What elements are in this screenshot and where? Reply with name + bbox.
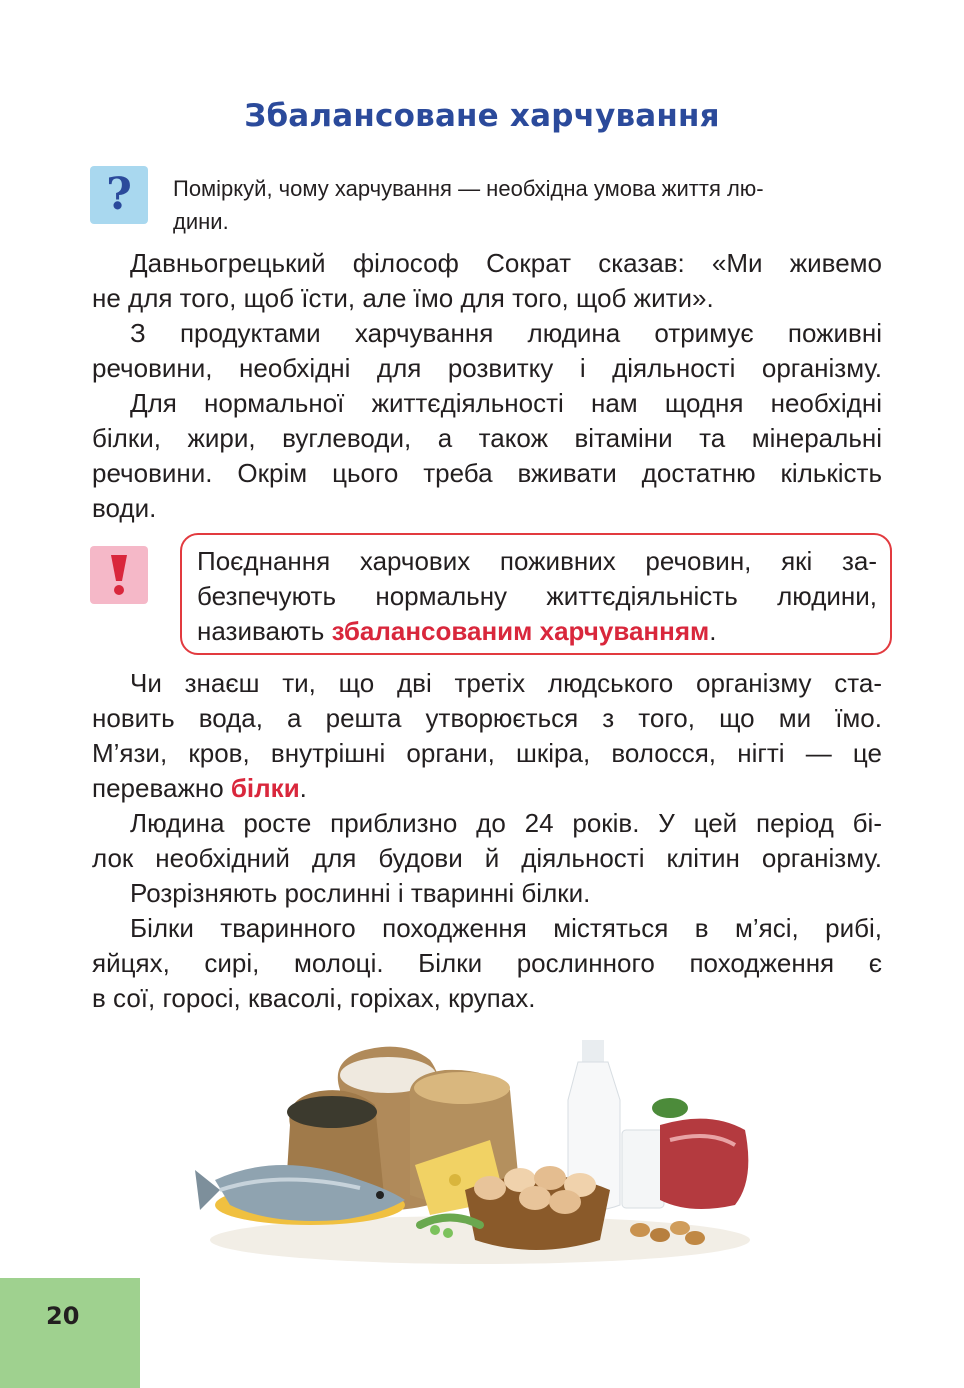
definition-text [197,544,877,649]
egg-basket-icon [465,1166,610,1250]
exclamation-mark-icon [90,546,148,604]
text-line: Поєднання харчових поживних речовин, які за- [197,546,877,576]
text-fragment: . [299,773,307,803]
text-line: З продуктами харчування людина отримує поживні [130,318,882,348]
text-line: Людина росте приблизно до 24 років. У цей період бі- [130,808,882,838]
paragraph-nutrients [92,316,882,386]
food-products-illustration [190,1030,760,1270]
text-line: білки, жири, вуглеводи, а також вітаміни та мінеральні [92,423,882,453]
text-line: Давньогрецький філософ Сократ сказав: «Ми живемо [130,248,882,278]
text-line: безпечують нормальну життєдіяльність людини, [197,581,877,611]
meat-icon [652,1098,748,1209]
text-line: води. [92,493,157,523]
text-line: М’язи, кров, внутрішні органи, шкіра, волосся, нігті — це [92,738,882,768]
text-line: яйцях, сирі, молоці. Білки рослинного походження є [92,948,882,978]
text-line [92,771,882,806]
highlighted-term: білки [230,773,300,803]
text-fragment: називають [197,616,332,646]
paragraph-water [92,666,882,806]
text-line: речовини, необхідні для розвитку і діяльності організму. [92,353,882,383]
question-line: дини. [173,209,229,234]
paragraph-types [92,876,882,911]
text-line: Для нормальної життєдіяльності нам щодня необхідні [130,388,882,418]
text-line: лок необхідний для будови й діяльності клітин організму. [92,843,882,873]
paragraph-growth [92,806,882,876]
milk-glass-icon [622,1130,664,1208]
page-title: Збалансоване харчування [244,98,720,134]
text-line [197,614,877,649]
paragraph-daily-needs [92,386,882,526]
page-number-tab [0,1278,140,1388]
page-number: 20 [46,1302,80,1330]
text-fragment: . [709,616,717,646]
exclamation-glyph [108,553,130,597]
paragraph-sources [92,911,882,1016]
paragraph-socrates [92,246,882,316]
text-line: речовини. Окрім цього треба вживати достатню кількість [92,458,882,488]
question-text [173,172,885,238]
question-mark-icon: ? [90,166,148,224]
question-line: Поміркуй, чому харчування — необхідна умова життя лю- [173,176,764,201]
text-line: не для того, щоб їсти, але їмо для того, щоб жити». [92,283,714,313]
highlighted-term: збалансованим харчуванням [331,616,710,646]
text-line: новить вода, а решта утворюється з того, що ми їмо. [92,703,882,733]
text-line: Чи знаєш ти, що дві третіх людського організму ста- [130,668,882,698]
text-line: Розрізняють рослинні і тваринні білки. [130,878,591,908]
text-line: в сої, горосі, квасолі, горіхах, крупах. [92,983,536,1013]
text-line: Білки тваринного походження містяться в м’ясі, рибі, [130,913,882,943]
text-fragment: переважно [92,773,231,803]
